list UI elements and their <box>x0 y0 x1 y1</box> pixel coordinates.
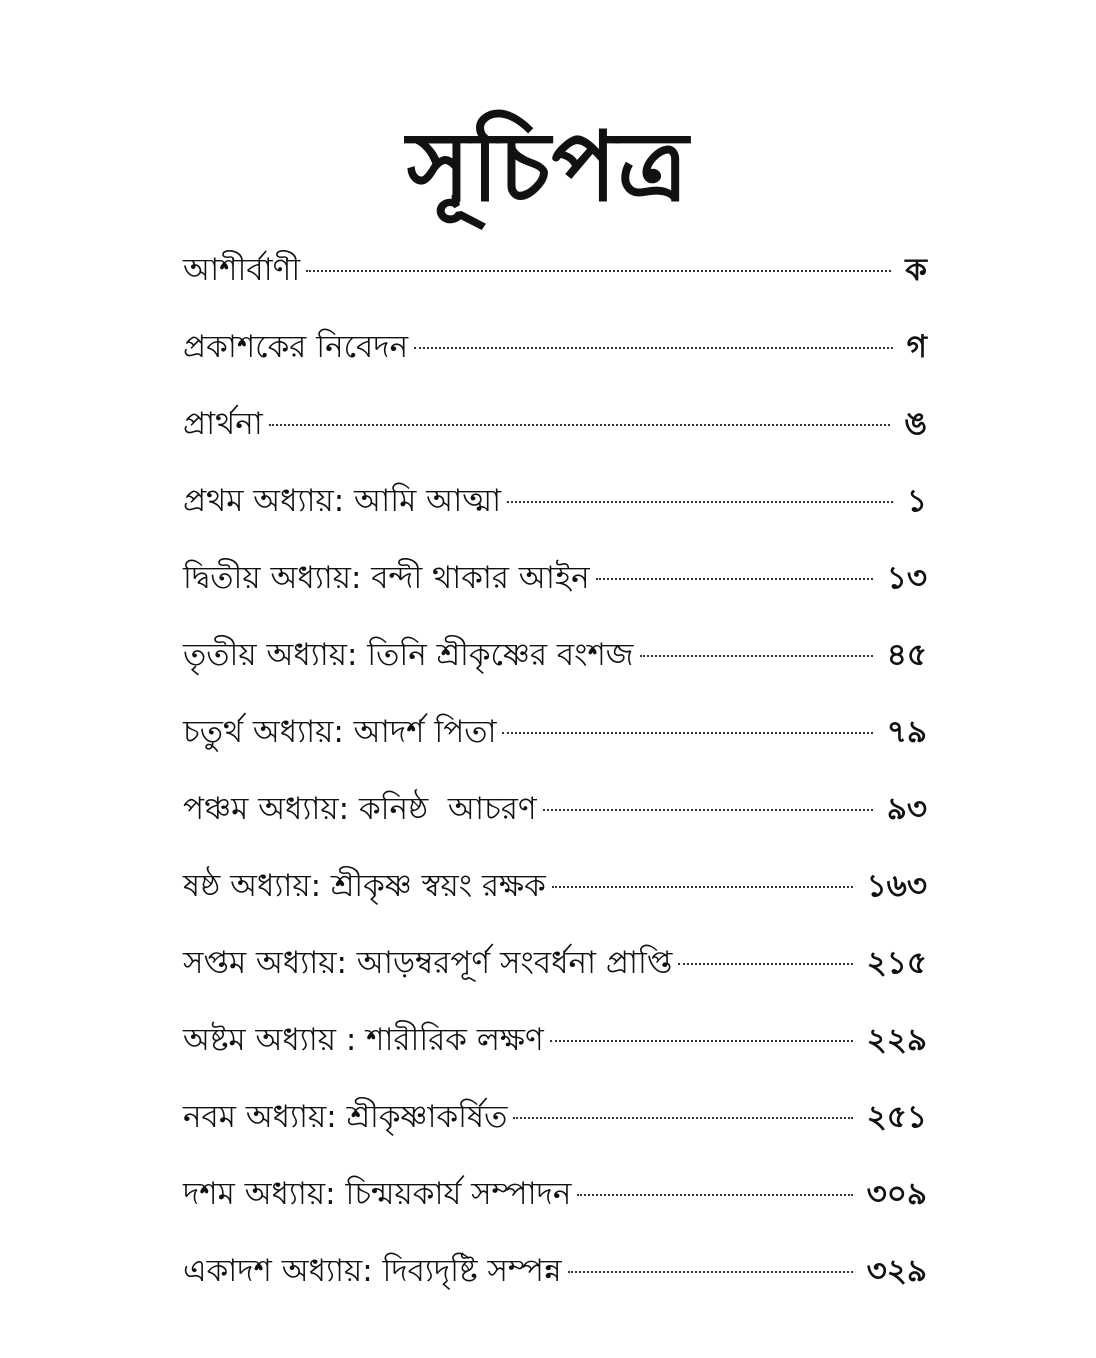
dot-leader <box>269 424 891 426</box>
toc-entry-page: ৩২৯ <box>866 1253 927 1289</box>
toc-entry-page: ৯৩ <box>886 791 927 827</box>
toc-entry-label: তৃতীয় অধ্যায়: তিনি শ্রীকৃষ্ণের বংশজ <box>183 637 634 673</box>
toc-entry <box>183 782 927 859</box>
toc-entry-label: ষষ্ঠ অধ্যায়: শ্রীকৃষ্ণ স্বয়ং রক্ষক <box>183 868 546 904</box>
toc-entry-label: একাদশ অধ্যায়: দিব্যদৃষ্টি সম্পন্ন <box>183 1253 562 1289</box>
toc-entry <box>183 1244 927 1321</box>
toc-entry <box>183 936 927 1013</box>
table-of-contents <box>183 243 927 1321</box>
toc-entry-label: নবম অধ্যায়: শ্রীকৃষ্ণাকর্ষিত <box>183 1099 508 1135</box>
dot-leader <box>513 1117 852 1119</box>
dot-leader <box>552 886 853 888</box>
toc-entry <box>183 859 927 936</box>
toc-entry-label: অষ্টম অধ্যায় : শারীরিক লক্ষণ <box>183 1022 544 1058</box>
toc-entry-page: ক <box>905 252 927 288</box>
toc-entry-label: প্রার্থনা <box>183 406 263 442</box>
toc-entry-page: গ <box>906 329 927 365</box>
toc-entry-label: সপ্তম অধ্যায়: আড়ম্বরপূর্ণ সংবর্ধনা প্রাপ্তি <box>183 945 673 981</box>
toc-entry-page: ২১৫ <box>866 945 927 981</box>
toc-entry <box>183 397 927 474</box>
toc-entry <box>183 1167 927 1244</box>
toc-entry-label: পঞ্চম অধ্যায়: কনিষ্ঠ আচরণ <box>183 791 537 827</box>
toc-entry-label: আশীর্বাণী <box>183 252 301 288</box>
dot-leader <box>596 578 873 580</box>
toc-entry-label: প্রকাশকের নিবেদন <box>183 329 409 365</box>
toc-entry-page: ৪৫ <box>886 637 927 673</box>
toc-entry <box>183 243 927 320</box>
dot-leader <box>502 732 872 734</box>
toc-entry-page: ১৬৩ <box>866 868 927 904</box>
toc-entry-label: দ্বিতীয় অধ্যায়: বন্দী থাকার আইন <box>183 560 590 596</box>
dot-leader <box>306 270 891 272</box>
toc-entry <box>183 1090 927 1167</box>
toc-entry-label: চতুর্থ অধ্যায়: আদর্শ পিতা <box>183 714 497 750</box>
dot-leader <box>640 655 873 657</box>
toc-entry-page: ১ <box>906 483 927 519</box>
toc-entry <box>183 320 927 397</box>
toc-entry-page: ৭৯ <box>886 714 927 750</box>
toc-entry-label: প্রথম অধ্যায়: আমি আত্মা <box>183 483 502 519</box>
dot-leader <box>543 809 873 811</box>
dot-leader <box>678 963 852 965</box>
dot-leader <box>577 1194 852 1196</box>
toc-entry <box>183 474 927 551</box>
toc-entry <box>183 1013 927 1090</box>
toc-entry-page: ৩০৯ <box>866 1176 927 1212</box>
toc-entry-label: দশম অধ্যায়: চিন্ময়কার্য সম্পাদন <box>183 1176 572 1212</box>
toc-entry-page: ১৩ <box>886 560 927 596</box>
dot-leader <box>414 347 893 349</box>
page-title: সূচিপত্র <box>406 111 690 224</box>
dot-leader <box>568 1271 853 1273</box>
dot-leader <box>550 1040 853 1042</box>
toc-entry-page: ২৫১ <box>866 1099 927 1135</box>
dot-leader <box>507 501 893 503</box>
toc-entry <box>183 628 927 705</box>
toc-entry <box>183 551 927 628</box>
toc-entry-page: ২২৯ <box>866 1022 927 1058</box>
toc-entry-page: ঙ <box>904 406 927 442</box>
toc-entry <box>183 705 927 782</box>
